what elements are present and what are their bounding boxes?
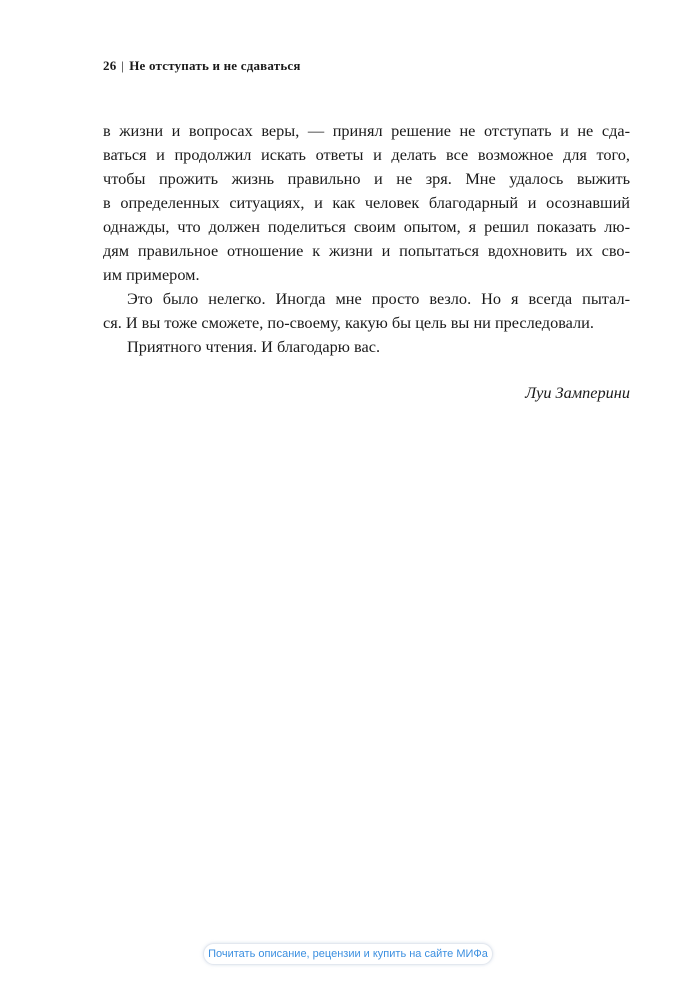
header-separator: | — [121, 58, 125, 73]
text-line: в жизни и вопросах веры, — принял решение не отступать и не сда- — [103, 121, 630, 140]
author-signature: Луи Замперини — [525, 383, 630, 402]
text-line: однажды, что должен поделиться своим опытом, я решил показать лю- — [103, 217, 630, 236]
page-number: 26 — [103, 58, 117, 73]
buy-book-link[interactable]: Почитать описание, рецензии и купить на сайте МИФа — [203, 943, 493, 965]
text-line: им примером. — [103, 265, 200, 284]
text-line: чтобы прожить жизнь правильно и не зря. Мне удалось выжить — [103, 169, 630, 188]
text-line: ваться и продолжил искать ответы и делать все возможное для того, — [103, 145, 630, 164]
body-text — [103, 119, 630, 359]
text-line: ся. И вы тоже сможете, по-своему, какую бы цель вы ни преследовали. — [103, 313, 594, 332]
text-line: Это было нелегко. Иногда мне просто везло. Но я всегда пытал- — [127, 289, 630, 308]
chapter-title: Не отступать и не сдаваться — [129, 58, 301, 73]
text-line: Приятного чтения. И благодарю вас. — [127, 337, 381, 356]
text-line: в определенных ситуациях, и как человек благодарный и осознавший — [103, 193, 630, 212]
text-line: дям правильное отношение к жизни и попытаться вдохновить их сво- — [103, 241, 630, 260]
running-header — [103, 58, 301, 74]
